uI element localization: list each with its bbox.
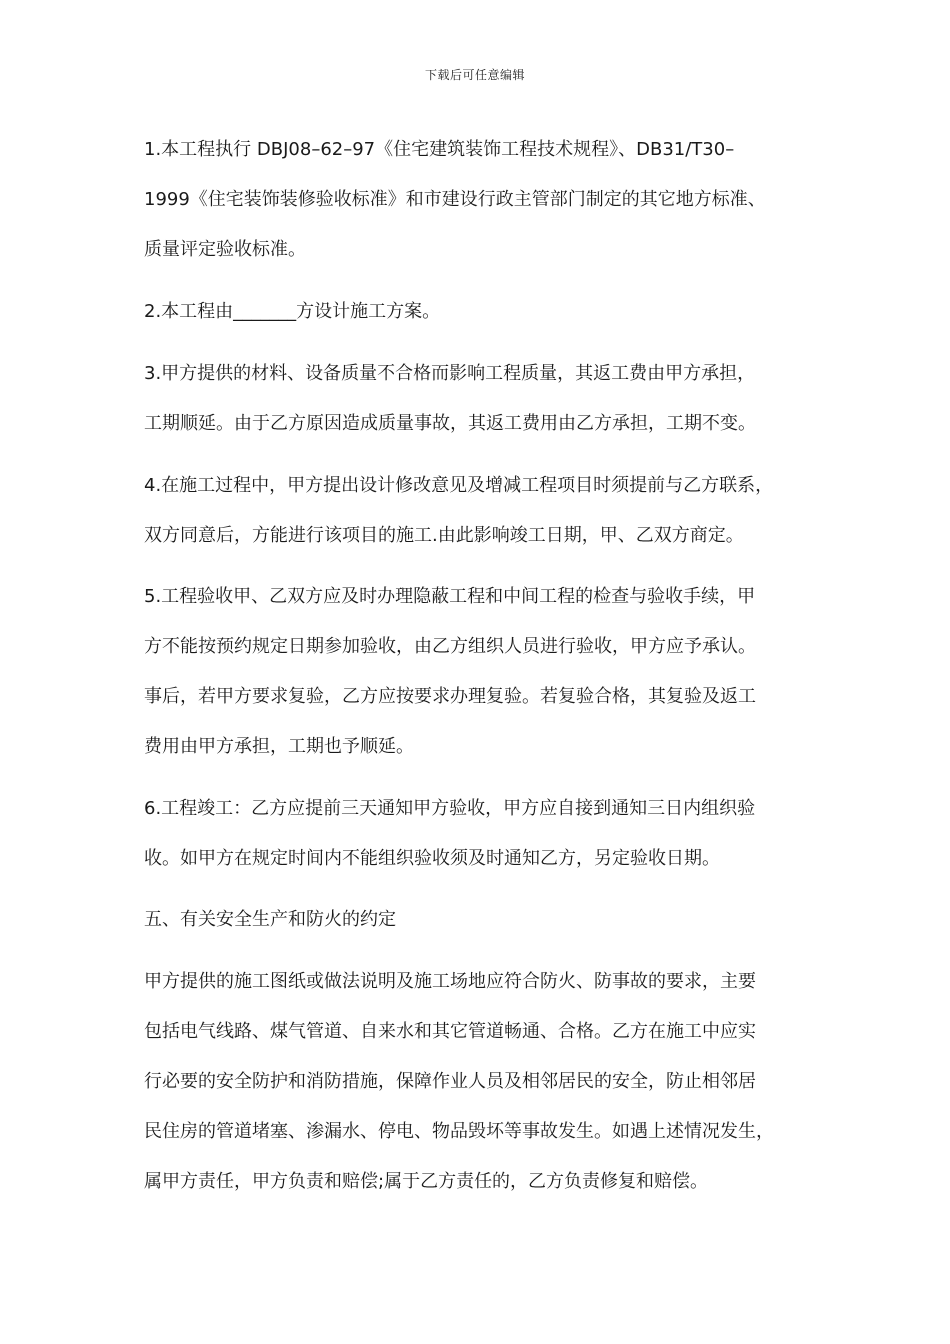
section-5-heading: 五、有关安全生产和防火的约定 (144, 909, 396, 930)
clause-5-line-2: 方不能按预约规定日期参加验收，由乙方组织人员进行验收，甲方应予承认。 (144, 636, 756, 657)
clause-2-line-1: 2.本工程由_______方设计施工方案。 (144, 301, 441, 322)
clause-5-line-4: 费用由甲方承担，工期也予顺延。 (144, 736, 414, 757)
clause-1-line-2: 1999《住宅装饰装修验收标准》和市建设行政主管部门制定的其它地方标准、 (144, 189, 766, 210)
clause-5-line-3: 事后，若甲方要求复验，乙方应按要求办理复验。若复验合格，其复验及返工 (144, 686, 756, 707)
clause-1-line-1: 1.本工程执行 DBJ08–62–97《住宅建筑装饰工程技术规程》、DB31/T30– (144, 139, 735, 160)
clause-3-line-2: 工期顺延。由于乙方原因造成质量事故，其返工费用由乙方承担，工期不变。 (144, 413, 756, 434)
clause-4-line-1: 4.在施工过程中，甲方提出设计修改意见及增减工程项目时须提前与乙方联系， (144, 475, 774, 496)
section-5-body-line-4: 民住房的管道堵塞、渗漏水、停电、物品毁坏等事故发生。如遇上述情况发生， (144, 1121, 774, 1142)
section-5-body-line-1: 甲方提供的施工图纸或做法说明及施工场地应符合防火、防事故的要求，主要 (144, 971, 756, 992)
section-5-body-line-2: 包括电气线路、煤气管道、自来水和其它管道畅通、合格。乙方在施工中应实 (144, 1021, 756, 1042)
clause-5-line-1: 5.工程验收甲、乙双方应及时办理隐蔽工程和中间工程的检查与验收手续，甲 (144, 586, 756, 607)
section-5-body-line-3: 行必要的安全防护和消防措施，保障作业人员及相邻居民的安全，防止相邻居 (144, 1071, 756, 1092)
clause-6-line-2: 收。如甲方在规定时间内不能组织验收须及时通知乙方，另定验收日期。 (144, 848, 720, 869)
clause-6-line-1: 6.工程竣工：乙方应提前三天通知甲方验收，甲方应自接到通知三日内组织验 (144, 798, 756, 819)
page-header: 下载后可任意编辑 (424, 68, 525, 82)
clause-1-line-3: 质量评定验收标准。 (144, 239, 306, 260)
clause-3-line-1: 3.甲方提供的材料、设备质量不合格而影响工程质量，其返工费由甲方承担， (144, 363, 756, 384)
clause-4-line-2: 双方同意后，方能进行该项目的施工.由此影响竣工日期，甲、乙双方商定。 (144, 525, 744, 546)
section-5-body-line-5: 属甲方责任，甲方负责和赔偿;属于乙方责任的，乙方负责修复和赔偿。 (144, 1171, 709, 1192)
